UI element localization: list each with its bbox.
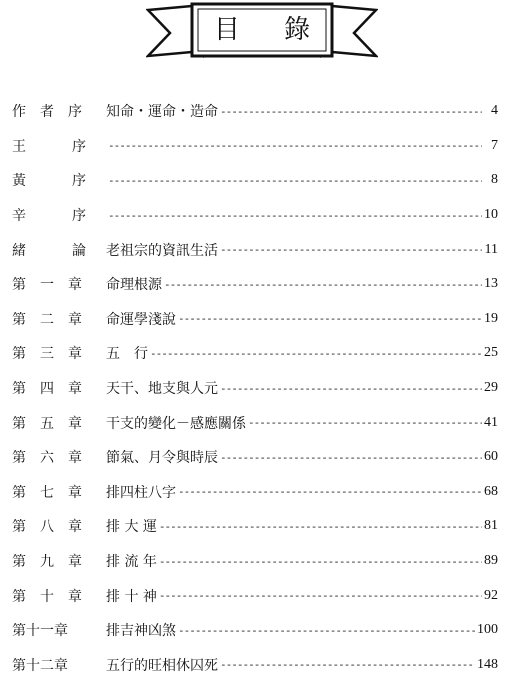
toc-leader-dashes xyxy=(150,347,482,360)
toc-entry-title: 知命・運命・造命 xyxy=(106,104,218,121)
toc-entry-label: 第 三 章 xyxy=(12,346,82,363)
toc-entry-title: 排 大 運 xyxy=(106,519,157,536)
toc-entry-page-number: 68 xyxy=(484,483,498,499)
toc-leader-dashes xyxy=(178,624,475,637)
toc-entry-title: 排 十 神 xyxy=(106,588,157,605)
toc-entry-label: 第 五 章 xyxy=(12,415,82,432)
toc-leader-dashes xyxy=(178,312,482,325)
toc-entry-page-number: 41 xyxy=(484,414,498,430)
toc-leader-dashes xyxy=(164,278,482,291)
toc-leader-dashes xyxy=(159,589,482,602)
toc-entry-label: 第 六 章 xyxy=(12,450,82,467)
toc-entry-page-number: 29 xyxy=(484,380,498,396)
toc-entry-page-number: 92 xyxy=(484,587,498,603)
toc-entry xyxy=(12,648,498,683)
toc-entry xyxy=(12,336,498,371)
toc-leader-dashes xyxy=(220,105,482,118)
toc-entry-label: 第 七 章 xyxy=(12,484,82,501)
toc-entry-label: 黃 序 xyxy=(12,173,86,190)
toc-entry xyxy=(12,544,498,579)
toc-entry-page-number: 13 xyxy=(484,276,498,292)
toc-entry-title: 排四柱八字 xyxy=(106,484,176,501)
toc-entry xyxy=(12,578,498,613)
title-banner xyxy=(146,0,378,66)
toc-leader-dashes xyxy=(159,520,482,533)
toc-entry-page-number: 4 xyxy=(491,103,498,119)
toc-leader-dashes xyxy=(220,382,482,395)
toc-entry xyxy=(12,405,498,440)
toc-leader-dashes xyxy=(220,451,482,464)
toc-entry-page-number: 7 xyxy=(491,137,498,153)
toc-entry-title: 老祖宗的資訊生活 xyxy=(106,242,218,259)
toc-entry-title: 干支的變化－感應關係 xyxy=(106,415,246,432)
toc-entry-label: 第 四 章 xyxy=(12,381,82,398)
toc-entry xyxy=(12,440,498,475)
toc-entry-label: 作 者 序 xyxy=(12,104,82,121)
table-of-contents xyxy=(12,94,498,682)
toc-entry xyxy=(12,509,498,544)
toc-entry-label: 辛 序 xyxy=(12,208,86,225)
toc-entry-label: 第 八 章 xyxy=(12,519,82,536)
toc-leader-dashes xyxy=(248,416,482,429)
toc-entry-page-number: 11 xyxy=(484,241,498,257)
toc-entry-title: 排吉神凶煞 xyxy=(106,623,176,640)
toc-entry-page-number: 60 xyxy=(484,449,498,465)
toc-leader-dashes xyxy=(220,658,475,671)
toc-entry-label: 緒 論 xyxy=(12,242,86,259)
toc-entry xyxy=(12,232,498,267)
toc-entry-label: 第 二 章 xyxy=(12,311,82,328)
toc-leader-dashes xyxy=(108,139,482,152)
toc-entry-label: 王 序 xyxy=(12,138,86,155)
toc-leader-dashes xyxy=(220,243,482,256)
toc-entry xyxy=(12,94,498,129)
toc-entry-title: 命理根源 xyxy=(106,277,162,294)
toc-entry-page-number: 148 xyxy=(477,656,498,672)
toc-entry-page-number: 81 xyxy=(484,518,498,534)
toc-entry-title: 五 行 xyxy=(106,346,148,363)
toc-entry-page-number: 100 xyxy=(477,622,498,638)
toc-entry-label: 第 九 章 xyxy=(12,554,82,571)
toc-entry-label: 第 一 章 xyxy=(12,277,82,294)
toc-entry-title: 命運學淺說 xyxy=(106,311,176,328)
toc-leader-dashes xyxy=(159,555,482,568)
toc-entry xyxy=(12,371,498,406)
toc-entry xyxy=(12,129,498,164)
toc-entry-page-number: 89 xyxy=(484,553,498,569)
toc-leader-dashes xyxy=(178,485,482,498)
toc-entry xyxy=(12,198,498,233)
toc-entry xyxy=(12,475,498,510)
toc-leader-dashes xyxy=(108,209,482,222)
toc-entry-page-number: 10 xyxy=(484,207,498,223)
toc-entry-title: 節氣、月令與時辰 xyxy=(106,450,218,467)
toc-entry-page-number: 19 xyxy=(484,310,498,326)
toc-entry xyxy=(12,302,498,337)
toc-entry xyxy=(12,267,498,302)
toc-leader-dashes xyxy=(108,174,482,187)
toc-entry-title: 五行的旺相休囚死 xyxy=(106,657,218,674)
toc-entry-title: 天干、地支與人元 xyxy=(106,381,218,398)
toc-entry-label: 第 十 一 章 xyxy=(12,623,68,640)
toc-entry xyxy=(12,613,498,648)
toc-entry xyxy=(12,163,498,198)
toc-entry-title: 排 流 年 xyxy=(106,554,157,571)
toc-entry-label: 第 十 二 章 xyxy=(12,657,68,674)
page-title: 目 錄 xyxy=(213,15,329,45)
toc-entry-page-number: 8 xyxy=(491,172,498,188)
toc-entry-label: 第 十 章 xyxy=(12,588,82,605)
toc-entry-page-number: 25 xyxy=(484,345,498,361)
